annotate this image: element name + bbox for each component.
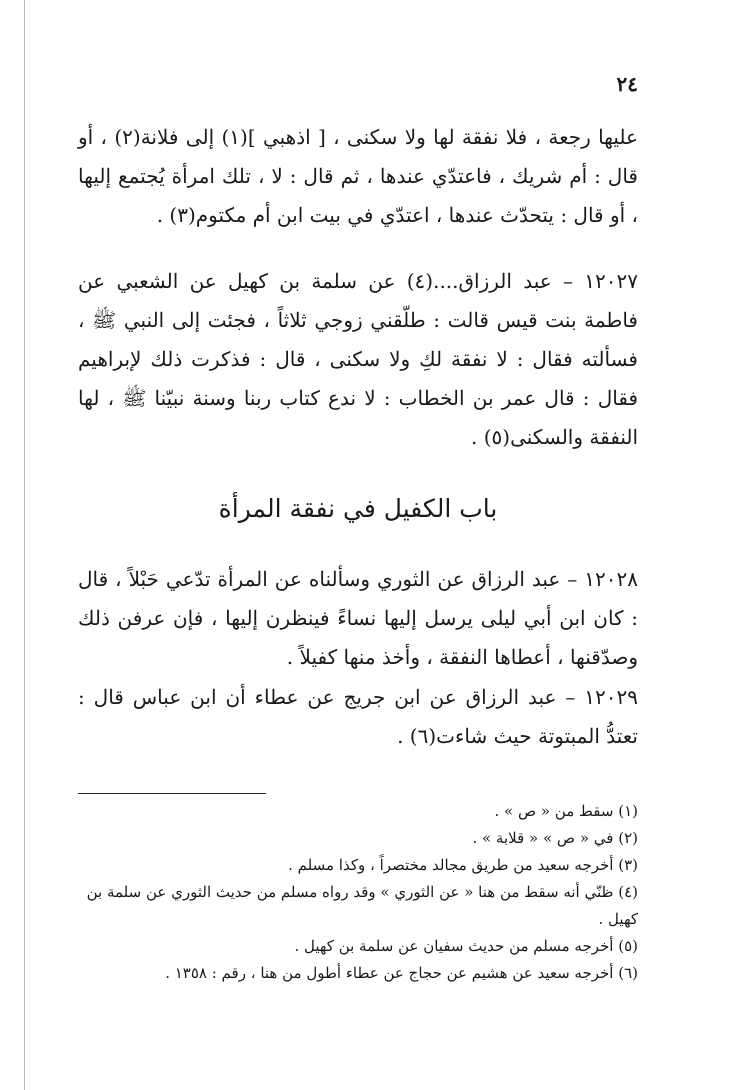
footnote-2: (٢) في « ص » « قلابة » . [472, 829, 638, 847]
book-page [78, 0, 638, 1090]
left-margin-line [24, 0, 25, 1090]
paragraph-continuation: عليها رجعة ، فلا نفقة لها ولا سكنى ، [ اذهبي ](١) إلى فلانة(٢) ، أو قال : أم شريك ، فاعتدّي عندها ، ثم قال : لا ، تلك امرأة يُجتمع إليها ، أو قال : يتحدّث عندها ، اعتدّي في بيت ابن أم مكتوم(٣) . [78, 125, 638, 227]
paragraph-12028: ١٢٠٢٨ – عبد الرزاق عن الثوري وسألناه عن المرأة تدّعي حَبْلاً ، قال : كان ابن أبي ليلى يرسل إليها نساءً فينظرن إليها ، فإن عرفن ذلك وصدّقنها ، أعطاها النفقة ، وأخذ منها كفيلاً . [78, 567, 638, 669]
section-heading: باب الكفيل في نفقة المرأة [218, 494, 498, 523]
footnote-separator [78, 793, 266, 794]
footnote-5: (٥) أخرجه مسلم من حديث سفيان عن سلمة بن كهيل . [294, 937, 638, 955]
footnote-3: (٣) أخرجه سعيد من طريق مجالد مختصراً ، وكذا مسلم . [288, 856, 638, 874]
footnotes [78, 798, 638, 987]
paragraph-12029: ١٢٠٢٩ – عبد الرزاق عن ابن جريج عن عطاء أن ابن عباس قال : تعتدُّ المبتوتة حيث شاءت(٦) . [78, 685, 638, 748]
footnote-1: (١) سقط من « ص » . [494, 802, 638, 820]
footnote-4: (٤) ظنّي أنه سقط من هنا « عن الثوري » وقد رواه مسلم من حديث الثوري عن سلمة بن كهيل . [86, 883, 638, 928]
page-number: ٢٤ [616, 72, 638, 96]
footnote-6: (٦) أخرجه سعيد عن هشيم عن حجاج عن عطاء أطول من هنا ، رقم : ١٣٥٨ . [165, 964, 638, 982]
paragraph-12027: ١٢٠٢٧ – عبد الرزاق....(٤) عن سلمة بن كهيل عن الشعبي عن فاطمة بنت قيس قالت : طلّقني زوجي ثلاثاً ، فجئت إلى النبي ﷺ ، فسألته فقال : لا نفقة لكِ ولا سكنى ، قال : فذكرت ذلك لإبراهيم فقال : قال عمر بن الخطاب : لا ندع كتاب ربنا وسنة نبيّنا ﷺ ، لها النفقة والسكنى(٥) . [78, 269, 638, 449]
